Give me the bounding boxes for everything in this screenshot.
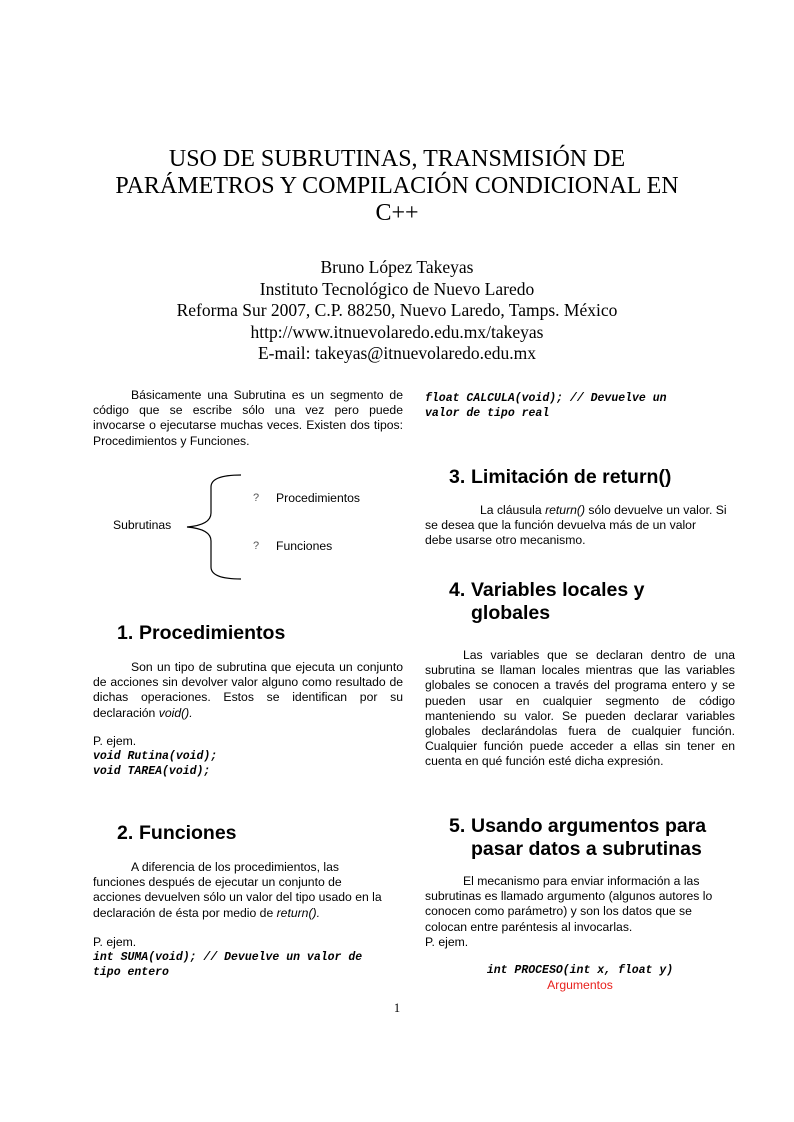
section-2-paragraph: A diferencia de los procedimientos, las funciones después de ejecutar un conjunto de acciones devuelven sólo un valor del tipo usado en la declaración de ésta por medio de return(). [93, 860, 382, 920]
section-5-code: int PROCESO(int x, float y) [486, 964, 674, 977]
title-line-3: C++ [375, 200, 419, 226]
section-2-example-label: P. ejem. [93, 935, 137, 949]
title-line-1: USO DE SUBRUTINAS, TRANSMISIÓN DE [168, 146, 626, 172]
right-code-2: valor de tipo real [425, 407, 550, 420]
section-3-heading: 3. Limitación de return() [449, 466, 672, 488]
section-2-code-2: tipo entero [93, 966, 169, 979]
right-code-1: float CALCULA(void); // Devuelve un [425, 392, 667, 405]
section-1-paragraph: Son un tipo de subrutina que ejecuta un conjunto de acciones sin devolver valor alguno como resultado de dichas operaciones. Estos se identifican por su declaración void(). [93, 660, 403, 720]
code-ref-void: void(). [158, 705, 193, 720]
section-1-example-label: P. ejem. [93, 734, 137, 748]
diagram-root-label: Subrutinas [113, 518, 172, 532]
author-email[interactable]: E-mail: takeyas@itnuevolaredo.edu.mx [257, 343, 537, 363]
section-1-heading: 1. Procedimientos [117, 622, 286, 644]
diagram-bullet-2: ? [253, 540, 260, 552]
diagram-bullet-1: ? [253, 492, 260, 504]
diagram-item-procedimientos: Procedimientos [276, 491, 360, 505]
author-name: Bruno López Takeyas [320, 257, 474, 277]
arguments-annotation: Argumentos [547, 978, 613, 992]
section-5-heading: 5. Usando argumentos para pasar datos a subrutinas [449, 815, 707, 860]
intro-paragraph: Básicamente una Subrutina es un segmento de código que se escribe sólo una vez pero puede invocarse o ejecutarse muchas veces. Existen dos tipos: Procedimientos y Funciones. [93, 388, 403, 448]
diagram-item-funciones: Funciones [276, 539, 333, 553]
section-5-paragraph: El mecanismo para enviar información a las subrutinas es llamado argumento (algunos autores lo conocen como parámetro) y son los datos que se colocan entre paréntesis al invocarlas. P. ejem. [425, 874, 713, 949]
author-address: Reforma Sur 2007, C.P. 88250, Nuevo Laredo, Tamps. México [176, 300, 618, 320]
section-4-paragraph: Las variables que se declaran dentro de una subrutina se llaman locales mientras que las variables globales se conocen a través del programa entero y se pueden usar en cualquier segmento de código manteniendo su valor. Se pueden declarar variables globales declarándolas fuera de cualquier función. Cualquier función puede acceder a ellas sin tener en cuenta en qué función esté dicha expresión. [425, 648, 735, 769]
section-1-code-1: void Rutina(void); [93, 750, 218, 763]
section-2-heading: 2. Funciones [117, 822, 237, 844]
page-number: 1 [393, 1001, 401, 1015]
author-block [90, 257, 704, 365]
section-2-code-1: int SUMA(void); // Devuelve un valor de [93, 951, 363, 964]
author-institution: Instituto Tecnológico de Nuevo Laredo [259, 278, 535, 299]
title-line-2: PARÁMETROS Y COMPILACIÓN CONDICIONAL EN [115, 173, 679, 199]
paper-title [90, 146, 704, 227]
section-3-paragraph: La cláusula return() sólo devuelve un valor. Si se desea que la función devuelva más de un valor debe usarse otro mecanismo. [425, 503, 727, 548]
author-url[interactable]: http://www.itnuevolaredo.edu.mx/takeyas [250, 321, 544, 342]
section-1-code-2: void TAREA(void); [93, 765, 211, 778]
section-4-heading: 4. Variables locales y globales [449, 579, 645, 624]
curly-brace-icon [183, 473, 243, 581]
